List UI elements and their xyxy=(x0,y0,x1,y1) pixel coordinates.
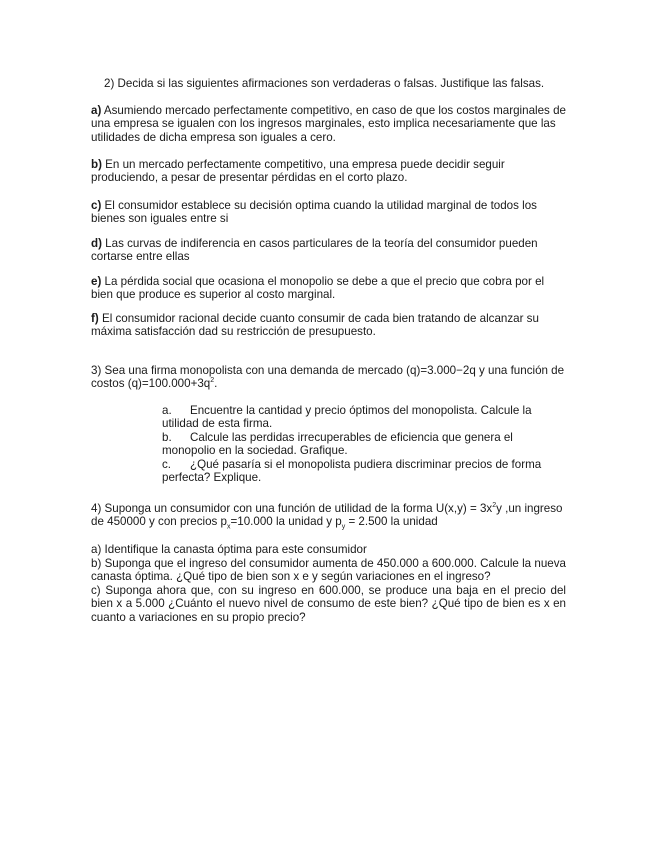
superscript: 2 xyxy=(492,502,497,510)
subitem-marker: a. xyxy=(162,404,172,417)
question-2-item-d xyxy=(91,237,566,264)
question-2-item-a xyxy=(91,104,566,144)
item-label: d) xyxy=(91,237,102,250)
item-text: La pérdida social que ocasiona el monopolio se debe a que el precio que cobra por el bien que produce es superior al costo marginal. xyxy=(91,275,545,302)
question-3-intro xyxy=(91,364,566,391)
subitem-text: Encuentre la cantidad y precio óptimos del monopolista. Calcule la utilidad de esta firma. xyxy=(162,404,532,431)
question-4-item-a: a) Identifique la canasta óptima para este consumidor xyxy=(91,543,367,556)
question-4-intro xyxy=(91,502,566,529)
question-4-item-b: b) Suponga que el ingreso del consumidor aumenta de 450.000 a 600.000. Calcule la nueva canasta óptima. ¿Qué tipo de bien son x e y según variaciones en el ingreso? xyxy=(91,557,566,584)
intro-text: =10.000 la unidad y p xyxy=(230,515,342,529)
superscript: 2 xyxy=(210,377,215,385)
question-3-subitems xyxy=(162,404,552,484)
intro-text-end: . xyxy=(214,377,218,391)
item-label: a) xyxy=(91,104,102,117)
item-label: c) xyxy=(91,199,102,212)
subitem-marker: b. xyxy=(162,430,172,444)
subscript-x: x xyxy=(227,523,231,531)
subitem-marker: c. xyxy=(162,457,172,471)
question-2-item-b xyxy=(91,158,566,185)
item-text: El consumidor racional decide cuanto consumir de cada bien tratando de alcanzar su máxima satisfacción dad su restricción de presupuesto. xyxy=(91,312,539,339)
question-4-item-c: c) Suponga ahora que, con su ingreso en 600.000, se produce una baja en el precio del bien x a 5.000 ¿Cuánto el nuevo nivel de consumo de este bien? ¿Qué tipo de bien es x en cuanto a variaciones en su propio precio? xyxy=(91,584,566,624)
subitem-text: ¿Qué pasaría si el monopolista pudiera discriminar precios de forma perfecta? Explique. xyxy=(162,457,542,485)
subitem-text: Calcule las perdidas irrecuperables de eficiencia que genera el monopolio en la sociedad. Grafique. xyxy=(162,430,513,458)
question-2-item-f xyxy=(91,312,566,339)
item-label: e) xyxy=(91,275,102,288)
item-text: Asumiendo mercado perfectamente competitivo, en caso de que los costos marginales de una empresa se igualen con los ingresos marginales, esto implica necesariamente que las utilidades de dicha empresa son iguales a cero. xyxy=(91,104,566,144)
question-3-subitem-a xyxy=(162,404,552,431)
intro-text: 3) Sea una firma monopolista con una demanda de mercado (q)=3.000−2q y una función de costos (q)=100.000+3q xyxy=(91,364,565,391)
question-2-item-e xyxy=(91,275,566,302)
intro-text: = 2.500 la unidad xyxy=(345,515,438,529)
question-2-heading: 2) Decida si las siguientes afirmaciones son verdaderas o falsas. Justifique las falsas. xyxy=(104,77,545,90)
item-label: f) xyxy=(91,312,99,325)
question-3-subitem-b xyxy=(162,431,552,458)
intro-text: y ,un ingreso de 450000 y con precios p xyxy=(91,502,563,529)
item-text: Las curvas de indiferencia en casos particulares de la teoría del consumidor pueden cortarse entre ellas xyxy=(91,237,538,264)
item-text: En un mercado perfectamente competitivo, una empresa puede decidir seguir produciendo, a pesar de presentar pérdidas en el corto plazo. xyxy=(91,158,505,185)
item-text: El consumidor establece su decisión optima cuando la utilidad marginal de todos los bienes son iguales entre si xyxy=(91,199,537,226)
item-label: b) xyxy=(91,158,102,171)
question-3-subitem-c xyxy=(162,458,552,485)
subscript-y: y xyxy=(341,523,346,531)
intro-text: 4) Suponga un consumidor con una función de utilidad de la forma U(x,y) = 3x xyxy=(91,502,493,515)
question-2-item-c xyxy=(91,199,566,226)
